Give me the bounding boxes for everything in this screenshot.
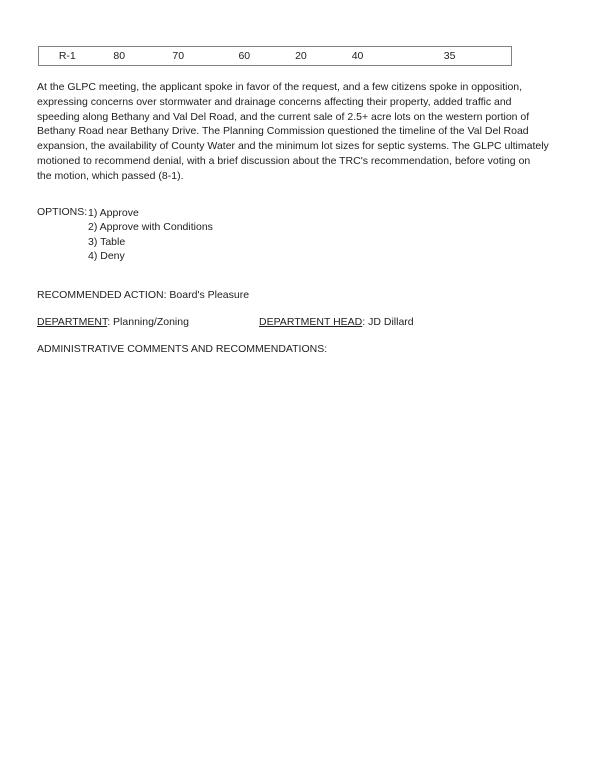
zoning-standards-table <box>38 46 512 66</box>
table-cell-6: 35 <box>443 50 456 62</box>
department-value: : Planning/Zoning <box>107 316 189 328</box>
paragraph-line: the motion, which passed (8-1). <box>37 169 184 182</box>
paragraph-line: motioned to recommend denial, with a brief discussion about the TRC's recommendation, before voting on <box>37 154 531 167</box>
department-label: DEPARTMENT <box>37 316 108 328</box>
paragraph-line: speeding along Bethany and Val Del Road, and the current sale of 2.5+ acre lots on the western portion of <box>37 110 530 123</box>
options-label: OPTIONS: <box>37 206 88 218</box>
meeting-summary-paragraph <box>37 80 582 184</box>
table-cell-3: 60 <box>238 50 251 62</box>
paragraph-line: Bethany Road near Bethany Drive. The Planning Commission questioned the timeline of the Val Del Road <box>37 125 529 138</box>
option-deny: 4) Deny <box>88 250 125 263</box>
department-head-group <box>259 316 414 328</box>
administrative-comments-heading: ADMINISTRATIVE COMMENTS AND RECOMMENDATIONS: <box>37 343 328 355</box>
table-cell-4: 20 <box>295 50 307 62</box>
options-list <box>88 206 213 264</box>
table-cell-zoning: R-1 <box>58 50 76 62</box>
table-cell-1: 80 <box>113 50 126 62</box>
department-line <box>37 316 582 328</box>
table-cell-2: 70 <box>172 50 185 62</box>
department-head-label: DEPARTMENT HEAD <box>259 316 363 328</box>
option-table: 3) Table <box>88 235 126 248</box>
option-approve-with-conditions: 2) Approve with Conditions <box>88 221 213 234</box>
paragraph-line: expansion, the availability of County Water and the minimum lot sizes for septic systems. The GLPC ultimately <box>37 140 549 153</box>
department-head-value: : JD Dillard <box>362 316 414 328</box>
paragraph-line: At the GLPC meeting, the applicant spoke in favor of the request, and a few citizens spoke in opposition, <box>37 81 523 93</box>
recommended-action-line: RECOMMENDED ACTION: Board's Pleasure <box>37 289 250 301</box>
option-approve: 1) Approve <box>88 207 139 219</box>
paragraph-line: expressing concerns over stormwater and drainage concerns affecting their property, added traffic and <box>37 95 512 108</box>
table-cell-5: 40 <box>351 50 364 62</box>
